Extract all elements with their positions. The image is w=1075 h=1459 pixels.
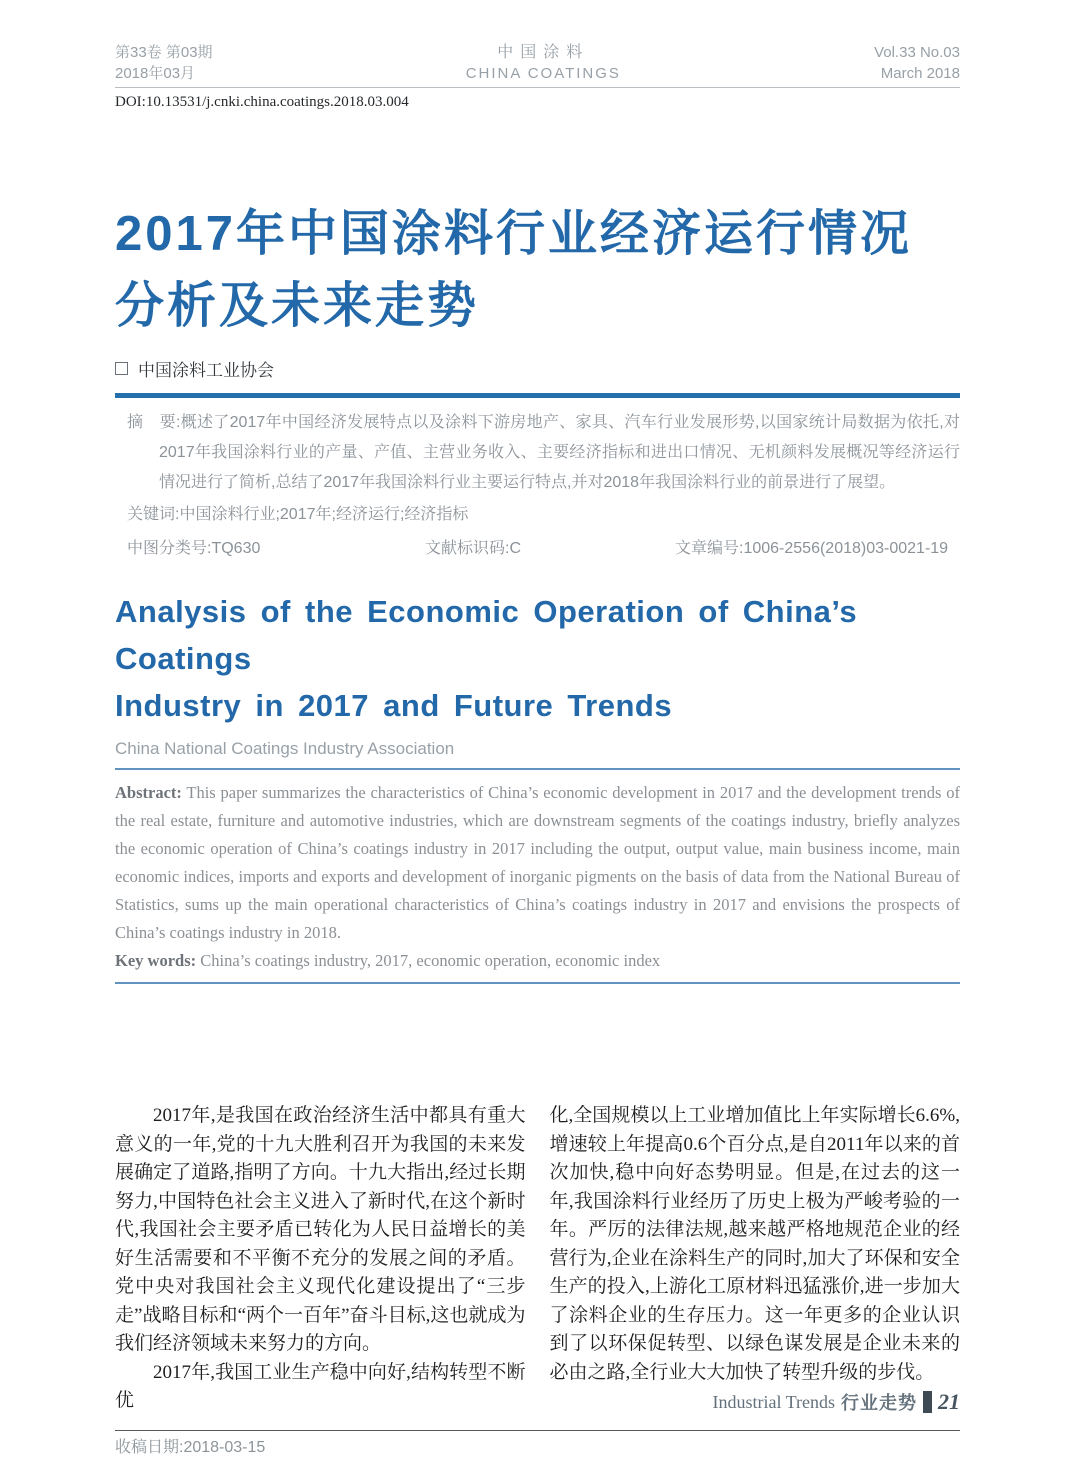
date-cn: 2018年03月	[115, 65, 196, 82]
author-row	[115, 356, 960, 381]
keywords-en-label: Key words:	[115, 951, 197, 970]
clc-value: TQ630	[211, 540, 261, 557]
doc-code	[425, 534, 675, 564]
page-number-bar-icon	[923, 1391, 932, 1413]
header-right	[874, 42, 960, 84]
author-square-icon	[115, 362, 128, 375]
english-abstract-top-rule	[115, 768, 960, 770]
body-paragraph: 化,全国规模以上工业增加值比上年实际增长6.6%,增速较上年提高0.6个百分点,是自2011年以来的首次加快,稳中向好态势明显。但是,在过去的这一年,我国涂料行业经历了历史上极为严峻考验的一年。严厉的法律法规,越来越严格地规范企业的经营行为,企业在涂料生产的同时,加大了环保和安全生产的投入,上游化工原材料迅猛涨价,进一步加大了涂料企业的生存压力。这一年更多的企业认识到了以环保促转型、以绿色谋发展是企业未来的必由之路,全行业大大加快了转型升级的步伐。	[549, 1105, 960, 1383]
keywords-en	[115, 947, 960, 975]
date-en: March 2018	[880, 65, 960, 82]
abstract-cn-label: 摘 要:	[127, 414, 181, 431]
clc-number	[127, 534, 425, 564]
footer-section-cn: 行业走势	[841, 1393, 917, 1413]
author-cn: 中国涂料工业协会	[138, 361, 274, 380]
article-title-en-line1: Analysis of the Economic Operation of China’s Coatings	[115, 594, 858, 676]
journal-title-cn: 中国涂料	[497, 44, 590, 61]
article-id-value: 1006-2556(2018)03-0021-19	[743, 540, 949, 557]
english-abstract-bottom-rule	[115, 982, 960, 984]
abstract-cn-text: 概述了2017年中国经济发展特点以及涂料下游房地产、家具、汽车行业发展形势,以国家统计局数据为依托,对2017年我国涂料行业的产量、产值、主营业务收入、主要经济指标和进出口情况、无机颜料发展概况等经济运行情况进行了简析,总结了2017年我国涂料行业主要运行特点,并对2018年我国涂料行业的前景进行了展望。	[159, 414, 960, 491]
article-title-cn-line1: 2017年中国涂料行业经济运行情况	[115, 207, 913, 261]
footnote-rule	[115, 1430, 960, 1431]
author-en: China National Coatings Industry Association	[115, 739, 455, 758]
abstract-cn	[115, 408, 960, 498]
article-id-label: 文章编号:	[675, 540, 744, 557]
doc-code-label: 文献标识码:	[425, 540, 510, 557]
abstract-en-text: This paper summarizes the characteristics of China’s economic development in 2017 and the development trends of the real estate, furniture and automotive industries, which are downstream segments of the coatings industry, briefly analyzes the economic operation of China’s coatings industry in 2017 including the output, output value, main business income, main economic indices, imports and exports and development of inorganic pigments on the basis of data from the National Bureau of Statistics, sums up the main operational characteristics of China’s coatings industry in 2017 and envisions the prospects of China’s coatings industry in 2018.	[115, 783, 961, 942]
doc-code-value: C	[509, 540, 522, 557]
abstract-en	[115, 779, 960, 947]
keywords-en-text: China’s coatings industry, 2017, economic operation, economic index	[200, 951, 661, 970]
article-title-en-line2: Industry in 2017 and Future Trends	[115, 688, 673, 723]
article-title-cn	[115, 198, 960, 342]
keywords-cn-label: 关键词:	[127, 506, 180, 523]
clc-label: 中图分类号:	[127, 540, 212, 557]
received-date-footnote	[115, 1437, 960, 1459]
body-left-column	[115, 1102, 526, 1416]
page-number: 21	[938, 1389, 960, 1414]
body-right-column	[550, 1102, 961, 1416]
header-center	[466, 42, 621, 84]
article-id	[675, 534, 948, 564]
body-paragraph: 2017年,我国工业生产稳中向好,结构转型不断优	[115, 1361, 526, 1411]
page-footer	[712, 1389, 960, 1415]
journal-header	[115, 42, 960, 88]
classification-row	[127, 534, 960, 564]
body-text	[115, 1102, 960, 1416]
journal-title-en: CHINA COATINGS	[465, 65, 621, 82]
header-left	[115, 42, 213, 84]
doi: DOI:10.13531/j.cnki.china.coatings.2018.03.004	[115, 94, 409, 110]
title-divider-rule	[115, 393, 960, 398]
volume-issue-cn: 第33卷 第03期	[115, 44, 213, 61]
keywords-cn	[127, 500, 960, 530]
volume-issue-en: Vol.33 No.03	[874, 44, 960, 61]
article-title-en	[115, 588, 960, 729]
received-date-label: 收稿日期:	[115, 1438, 184, 1456]
body-paragraph: 2017年,是我国在政治经济生活中都具有重大意义的一年,党的十九大胜利召开为我国的未来发展确定了道路,指明了方向。十九大指出,经过长期努力,中国特色社会主义进入了新时代,在这个新时代,我国社会主要矛盾已转化为人民日益增长的美好生活需要和不平衡不充分的发展之间的矛盾。党中央对我国社会主义现代化建设提出了“三步走”战略目标和“两个一百年”奋斗目标,这也就成为我们经济领域未来努力的方向。	[115, 1105, 526, 1354]
abstract-en-label: Abstract:	[115, 783, 182, 802]
received-date-value: 2018-03-15	[183, 1438, 266, 1456]
footer-section-en: Industrial Trends	[712, 1391, 835, 1412]
article-title-cn-line2: 分析及未来走势	[115, 279, 480, 333]
keywords-cn-text: 中国涂料行业;2017年;经济运行;经济指标	[179, 506, 469, 523]
